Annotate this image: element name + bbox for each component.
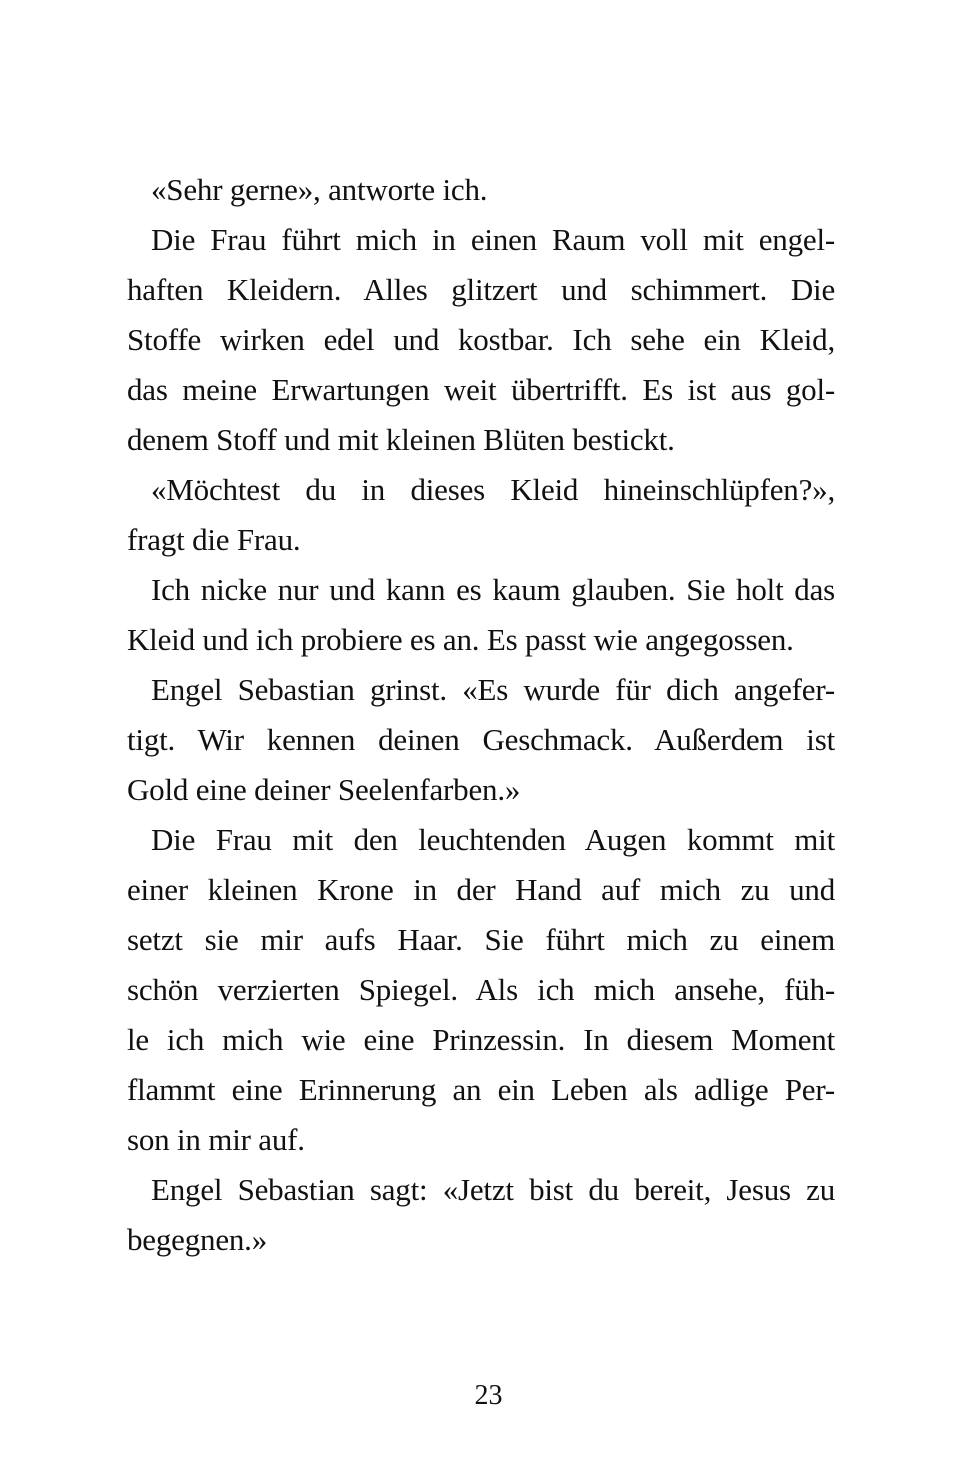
text-line: Die Frau mit den leuchtenden Augen kommt mit <box>151 822 835 857</box>
text-line: son in mir auf. <box>127 1122 305 1157</box>
text-line: Kleid und ich probiere es an. Es passt wie angegossen. <box>127 622 794 657</box>
text-line: le ich mich wie eine Prinzessin. In diesem Moment <box>127 1022 835 1057</box>
text-line: Stoffe wirken edel und kostbar. Ich sehe ein Kleid, <box>127 322 835 357</box>
text-line: «Sehr gerne», antworte ich. <box>151 172 488 207</box>
text-line: Die Frau führt mich in einen Raum voll mit engel- <box>151 222 835 257</box>
text-line: das meine Erwartungen weit übertrifft. Es ist aus gol- <box>127 372 835 407</box>
body-text <box>127 165 835 1265</box>
page-number: 23 <box>474 1380 503 1411</box>
text-line: flammt eine Erinnerung an ein Leben als adlige Per- <box>127 1072 835 1107</box>
text-line: tigt. Wir kennen deinen Geschmack. Außerdem ist <box>127 722 835 757</box>
text-line: Ich nicke nur und kann es kaum glauben. Sie holt das <box>151 572 835 607</box>
text-line: Engel Sebastian grinst. «Es wurde für dich angefer- <box>151 672 835 707</box>
text-line: denem Stoff und mit kleinen Blüten bestickt. <box>127 422 675 457</box>
text-line: haften Kleidern. Alles glitzert und schimmert. Die <box>127 272 835 307</box>
text-line: einer kleinen Krone in der Hand auf mich zu und <box>127 872 835 907</box>
text-line: setzt sie mir aufs Haar. Sie führt mich zu einem <box>127 922 835 957</box>
text-line: «Möchtest du in dieses Kleid hineinschlüpfen?», <box>151 472 835 507</box>
text-line: Engel Sebastian sagt: «Jetzt bist du bereit, Jesus zu <box>151 1172 835 1207</box>
text-line: fragt die Frau. <box>127 522 301 557</box>
text-line: begegnen.» <box>127 1222 268 1257</box>
text-line: schön verzierten Spiegel. Als ich mich ansehe, füh- <box>127 972 835 1007</box>
text-line: Gold eine deiner Seelenfarben.» <box>127 772 521 807</box>
